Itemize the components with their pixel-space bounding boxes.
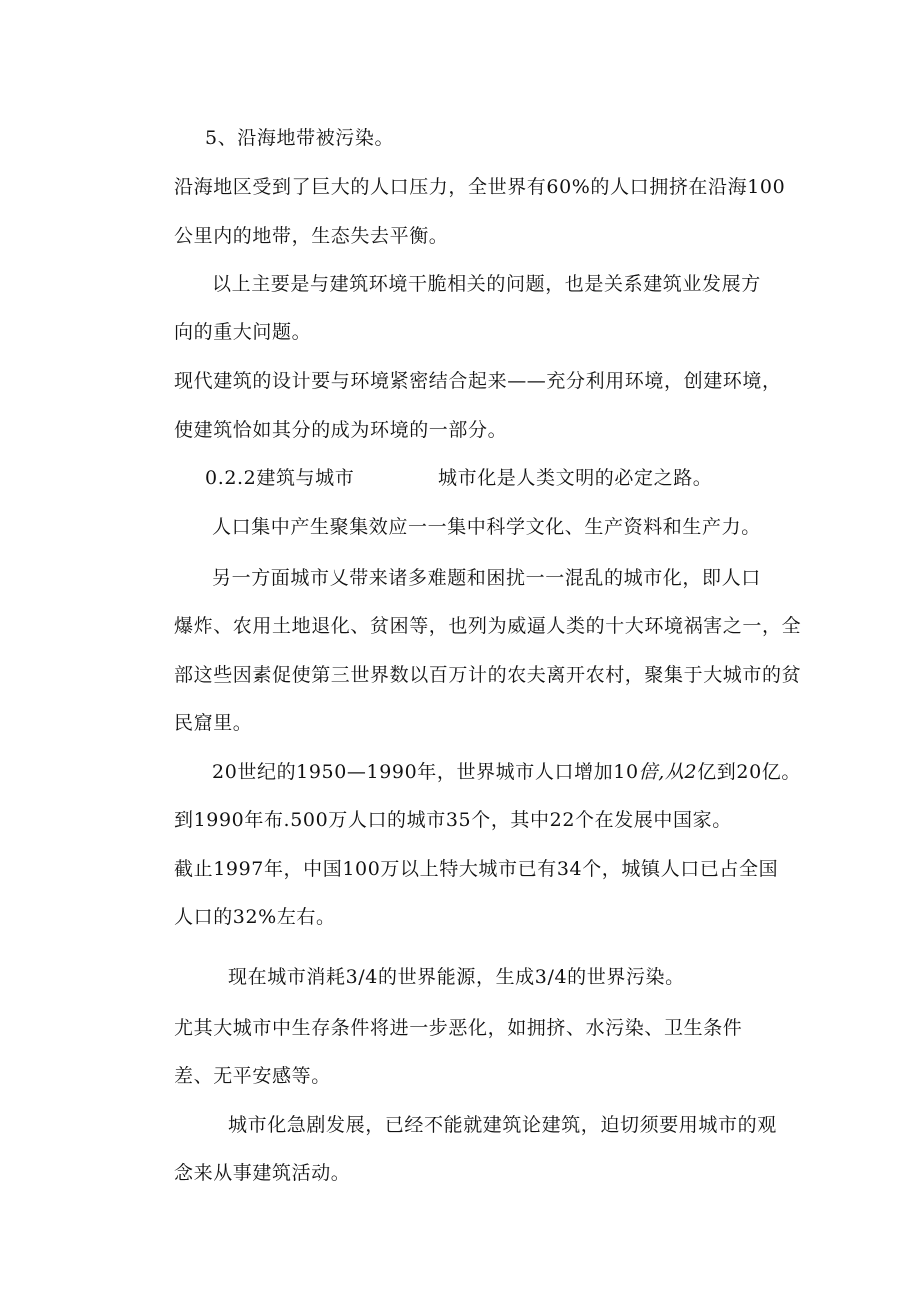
text-line: 向的重大问题。 bbox=[174, 321, 312, 343]
text-span-italic: 倍,从2 bbox=[638, 761, 698, 783]
text-line: 截止1997年，中国100万以上特大城市已有34个，城镇人口已占全国 bbox=[174, 858, 779, 880]
text-line: 沿海地区受到了巨大的人口压力，全世界有60%的人口拥挤在沿海100 bbox=[174, 176, 786, 198]
text-line: 5、沿海地带被污染。 bbox=[205, 127, 395, 149]
text-line: 人口的32%左右。 bbox=[174, 906, 336, 928]
text-line: 使建筑恰如其分的成为环境的一部分。 bbox=[174, 419, 508, 441]
text-line: 人口集中产生聚集效应一一集中科学文化、生产资料和生产力。 bbox=[212, 516, 761, 538]
text-line: 到1990年布.500万人口的城市35个，其中22个在发展中国家。 bbox=[174, 809, 732, 831]
section-heading: 0.2.2建筑与城市 bbox=[205, 467, 355, 489]
text-line: 公里内的地带，生态失去平衡。 bbox=[174, 225, 449, 247]
text-line: 差、无平安感等。 bbox=[174, 1065, 331, 1087]
text-line: 现代建筑的设计要与环境紧密结合起来——充分利用环境，创建环境， bbox=[174, 370, 782, 392]
text-line: 另一方面城市乂带来诸多难题和困扰一一混乱的城市化，即人口 bbox=[212, 567, 761, 589]
text-line: 城市化是人类文明的必定之路。 bbox=[438, 467, 713, 489]
text-line: 尤其大城市中生存条件将进一步恶化，如拥挤、水污染、卫生条件 bbox=[174, 1017, 743, 1039]
text-span: 亿到20亿。 bbox=[697, 761, 801, 783]
text-line: 城市化急剧发展，已经不能就建筑论建筑，迫切须要用城市的观 bbox=[228, 1114, 777, 1136]
text-line: 部这些因素促使第三世界数以百万计的农夫离开农村，聚集于大城市的贫 bbox=[174, 664, 802, 686]
text-line: 爆炸、农用土地退化、贫困等，也列为威逼人类的十大环境祸害之一，全 bbox=[174, 615, 802, 637]
text-line bbox=[212, 760, 801, 784]
text-line: 现在城市消耗3/4的世界能源，生成3/4的世界污染。 bbox=[228, 966, 685, 988]
text-line: 民窟里。 bbox=[174, 712, 253, 734]
text-span: 20世纪的1950—1990年，世界城市人口增加10 bbox=[212, 761, 639, 783]
text-line: 以上主要是与建筑环境干脆相关的问题，也是关系建筑业发展方 bbox=[212, 273, 761, 295]
text-line: 念来从事建筑活动。 bbox=[174, 1162, 351, 1184]
